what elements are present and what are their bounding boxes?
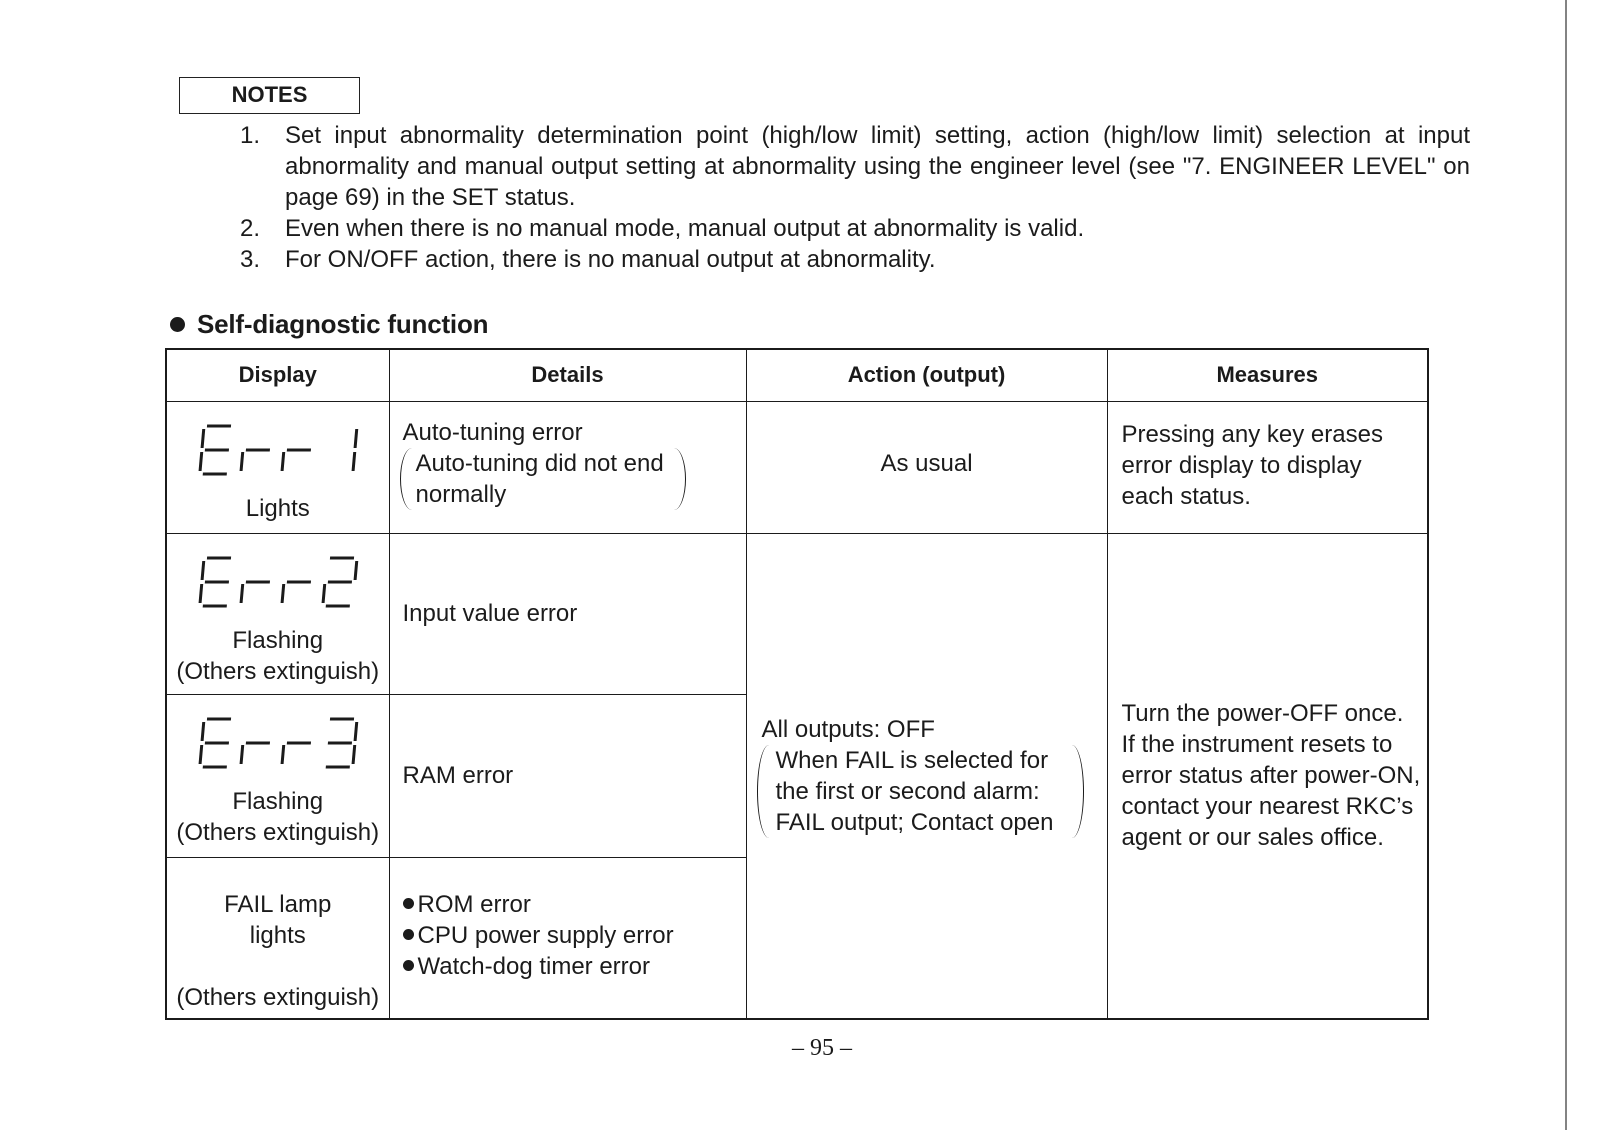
table-row bbox=[166, 401, 1428, 533]
seven-segment-digit bbox=[282, 743, 311, 764]
measures-line: contact your nearest RKC’s bbox=[1121, 793, 1414, 821]
seven-segment-digit bbox=[282, 582, 311, 603]
seven-segment-digit bbox=[241, 450, 270, 471]
segment-f bbox=[202, 722, 204, 741]
details-note-line: normally bbox=[415, 480, 507, 508]
details-text: Input value error bbox=[402, 600, 578, 627]
segment-e bbox=[200, 745, 202, 764]
seven-segment-display bbox=[193, 715, 363, 771]
note-text bbox=[285, 244, 1470, 275]
seven-segment-digit bbox=[200, 426, 231, 474]
segment-e bbox=[282, 745, 284, 764]
note-item-2 bbox=[240, 213, 1470, 244]
column-header-display: Display bbox=[166, 349, 389, 401]
action-note-line: FAIL output; Contact open bbox=[775, 808, 1054, 836]
note-text-line: For ON/OFF action, there is no manual output at abnormality. bbox=[285, 246, 936, 273]
details-text: RAM error bbox=[402, 762, 514, 789]
note-number: 1. bbox=[240, 122, 261, 149]
seven-segment-display bbox=[193, 554, 363, 610]
column-header-details: Details bbox=[389, 349, 746, 401]
action-cell bbox=[746, 401, 1107, 533]
display-state: Flashing bbox=[232, 787, 324, 815]
segment-b bbox=[355, 429, 357, 448]
bullet-icon bbox=[403, 960, 414, 971]
details-note-line: Auto-tuning did not end bbox=[415, 449, 664, 477]
table-header-row bbox=[166, 349, 1428, 401]
measures-line: agent or our sales office. bbox=[1121, 824, 1384, 852]
action-text: All outputs: OFF bbox=[761, 715, 935, 743]
display-state: (Others extinguish) bbox=[176, 657, 380, 685]
display-state: (Others extinguish) bbox=[176, 983, 380, 1011]
seven-segment-digit bbox=[326, 719, 357, 767]
seven-segment-display bbox=[193, 422, 363, 478]
action-note-line: the first or second alarm: bbox=[775, 777, 1040, 805]
note-text bbox=[285, 120, 1470, 213]
segment-c bbox=[353, 452, 355, 471]
section-heading bbox=[170, 309, 488, 339]
table-row bbox=[166, 533, 1428, 694]
note-number: 3. bbox=[240, 246, 261, 273]
note-text-line: abnormality and manual output setting at abnormality using the engineer level (see "7. ENGINEER LEVEL" on bbox=[285, 153, 1470, 180]
details-bullet-text: ROM error bbox=[417, 890, 531, 918]
details-bullet-item bbox=[403, 951, 746, 982]
seven-segment-digit bbox=[200, 558, 231, 606]
segment-f bbox=[202, 561, 204, 580]
notes-label-box: NOTES bbox=[179, 77, 360, 114]
measures-line: If the instrument resets to bbox=[1121, 731, 1393, 759]
measures-cell bbox=[1107, 401, 1428, 533]
display-state: Lights bbox=[245, 494, 310, 522]
details-bullet-text: Watch-dog timer error bbox=[417, 952, 650, 980]
parenthetical-note bbox=[400, 448, 686, 510]
seven-segment-digit bbox=[241, 743, 270, 764]
note-text-line: Even when there is no manual mode, manual output at abnormality is valid. bbox=[285, 215, 1085, 242]
segment-e bbox=[200, 452, 202, 471]
details-bullet-text: CPU power supply error bbox=[417, 921, 674, 949]
parenthetical-note bbox=[757, 745, 1084, 838]
display-cell bbox=[166, 401, 389, 533]
segment-c bbox=[353, 745, 355, 764]
action-note-line: When FAIL is selected for bbox=[775, 746, 1049, 774]
display-cell bbox=[166, 533, 389, 694]
measures-line: error status after power-ON, bbox=[1121, 762, 1421, 790]
note-text-line: page 69) in the SET status. bbox=[285, 184, 576, 211]
details-cell bbox=[389, 857, 746, 1019]
segment-e bbox=[241, 745, 243, 764]
seven-segment-digit bbox=[282, 450, 311, 471]
seven-segment-digit bbox=[323, 558, 357, 606]
scan-edge-line bbox=[1565, 0, 1567, 1130]
note-number: 2. bbox=[240, 215, 261, 242]
display-cell bbox=[166, 857, 389, 1019]
notes-list bbox=[240, 120, 1470, 275]
display-label: lights bbox=[249, 921, 306, 949]
details-text: Auto-tuning error bbox=[402, 418, 583, 446]
segment-e bbox=[241, 584, 243, 603]
bullet-icon bbox=[170, 317, 185, 332]
details-cell bbox=[389, 401, 746, 533]
details-bullet-item bbox=[403, 889, 746, 920]
segment-e bbox=[323, 584, 325, 603]
spacer bbox=[167, 951, 389, 982]
column-header-action: Action (output) bbox=[746, 349, 1107, 401]
segment-b bbox=[355, 561, 357, 580]
display-state: (Others extinguish) bbox=[176, 818, 380, 846]
segment-b bbox=[355, 722, 357, 741]
measures-cell-merged bbox=[1107, 533, 1428, 1019]
note-text-line: Set input abnormality determination point (high/low limit) setting, action (high/low limit) selection at input bbox=[285, 122, 1470, 149]
segment-e bbox=[282, 584, 284, 603]
note-text bbox=[285, 213, 1470, 244]
measures-line: error display to display bbox=[1121, 451, 1362, 479]
display-label: FAIL lamp bbox=[224, 890, 332, 918]
details-bullet-item bbox=[403, 920, 746, 951]
seven-segment-digit bbox=[353, 429, 357, 471]
segment-e bbox=[282, 452, 284, 471]
measures-line: each status. bbox=[1121, 482, 1251, 510]
note-item-3 bbox=[240, 244, 1470, 275]
action-text: As usual bbox=[880, 449, 973, 477]
segment-e bbox=[200, 584, 202, 603]
display-state: Flashing bbox=[232, 626, 324, 654]
measures-line: Pressing any key erases bbox=[1121, 420, 1383, 448]
section-title: Self-diagnostic function bbox=[197, 309, 489, 339]
display-cell bbox=[166, 694, 389, 857]
note-item-1 bbox=[240, 120, 1470, 213]
details-cell bbox=[389, 533, 746, 694]
page-number: – 95 – bbox=[792, 1035, 852, 1061]
self-diagnostic-table bbox=[165, 348, 1429, 1020]
details-cell bbox=[389, 694, 746, 857]
seven-segment-digit bbox=[241, 582, 270, 603]
seven-segment-digit bbox=[200, 719, 231, 767]
column-header-measures: Measures bbox=[1107, 349, 1428, 401]
segment-f bbox=[202, 429, 204, 448]
action-cell-merged bbox=[746, 533, 1107, 1019]
bullet-icon bbox=[403, 929, 414, 940]
bullet-icon bbox=[403, 898, 414, 909]
segment-e bbox=[241, 452, 243, 471]
measures-line: Turn the power-OFF once. bbox=[1121, 700, 1404, 728]
